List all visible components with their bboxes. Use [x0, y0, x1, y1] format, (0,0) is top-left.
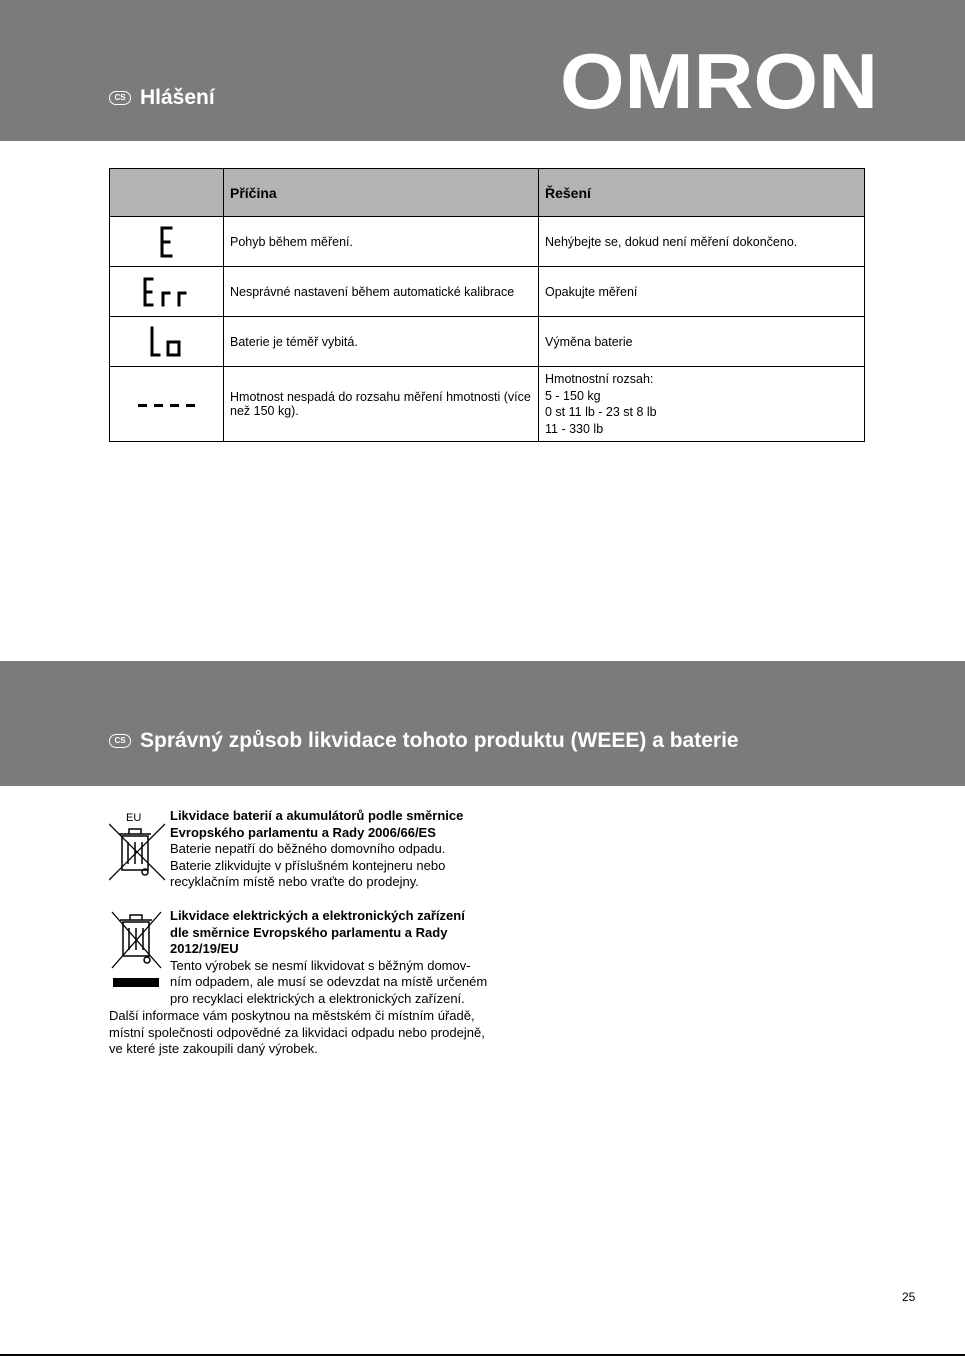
table-header-row [110, 169, 865, 217]
crossed-bin-weee-icon [109, 908, 165, 992]
disposal-title-text: Správný způsob likvidace tohoto produktu (WEEE) a baterie [140, 729, 739, 752]
lcd-lo-icon [149, 324, 185, 360]
language-badge: CS [109, 91, 131, 105]
note-line: místní společnosti odpovědné za likvidaci odpadu nebo prodejně, [109, 1024, 485, 1040]
battery-text: Baterie zlikvidujte v příslušném kontejneru nebo [170, 857, 446, 873]
crossed-bin-eu-icon [109, 808, 165, 884]
lcd-err-icon [142, 274, 192, 310]
battery-heading: Evropského parlamentu a Rady 2006/66/ES [170, 824, 436, 840]
weee-text: pro recyklaci elektrických a elektronických zařízení. [170, 990, 465, 1006]
brand-text: OMRON [560, 50, 878, 112]
weee-heading: dle směrnice Evropského parlamentu a Rady [170, 924, 448, 940]
battery-text: Baterie nepatří do běžného domovního odpadu. [170, 841, 446, 856]
display-symbol-dashes [110, 367, 224, 442]
battery-text: recyklačním místě nebo vraťte do prodejny. [170, 874, 419, 889]
column-header-symbol [110, 169, 224, 217]
lcd-e-icon [152, 224, 182, 260]
display-symbol-err [110, 267, 224, 317]
column-header-cause: Příčina [224, 169, 539, 217]
cause-cell: Nesprávné nastavení během automatické kalibrace [224, 267, 539, 317]
note-line: ve které jste zakoupili daný výrobek. [109, 1041, 318, 1056]
table-row [110, 367, 865, 442]
solution-line: Hmotnostní rozsah: [545, 372, 654, 386]
table-row [110, 317, 865, 367]
cause-cell: Baterie je téměř vybitá. [224, 317, 539, 367]
cause-cell: Pohyb během měření. [224, 217, 539, 267]
display-symbol-e [110, 217, 224, 267]
solution-line: 5 - 150 kg [545, 388, 601, 403]
column-header-solution: Řešení [539, 169, 865, 217]
eu-label: EU [126, 812, 142, 824]
weee-heading: 2012/19/EU [170, 941, 239, 956]
language-badge: CS [109, 734, 131, 748]
table-row [110, 267, 865, 317]
omron-logo [560, 50, 878, 112]
display-symbol-lo [110, 317, 224, 367]
solution-cell [539, 367, 865, 442]
battery-heading: Likvidace baterií a akumulátorů podle směrnice [170, 808, 464, 823]
weee-heading: Likvidace elektrických a elektronických zařízení [170, 908, 465, 923]
table-row [110, 217, 865, 267]
page-title [109, 86, 215, 110]
weee-text: ním odpadem, ale musí se odevzdat na místě určeném [170, 974, 488, 989]
note-line: Další informace vám poskytnou na městském či místním úřadě, [109, 1008, 475, 1023]
weee-text: Tento výrobek se nesmí likvidovat s běžným domov- [170, 957, 471, 973]
solution-line: 0 st 11 lb - 23 st 8 lb [545, 405, 657, 419]
solution-cell: Výměna baterie [539, 317, 865, 367]
solution-line: 11 - 330 lb [545, 421, 604, 436]
solution-cell: Nehýbejte se, dokud není měření dokončeno. [539, 217, 865, 267]
disposal-title [109, 729, 739, 753]
cause-cell: Hmotnost nespadá do rozsahu měření hmotnosti (více než 150 kg). [224, 367, 539, 442]
page-number: 25 [902, 1290, 916, 1304]
disposal-note [109, 1008, 489, 1058]
solution-cell: Opakujte měření [539, 267, 865, 317]
disposal-band [0, 661, 965, 786]
lcd-dashes-icon [136, 396, 198, 412]
page-title-text: Hlášení [140, 86, 215, 109]
message-table [109, 168, 865, 442]
